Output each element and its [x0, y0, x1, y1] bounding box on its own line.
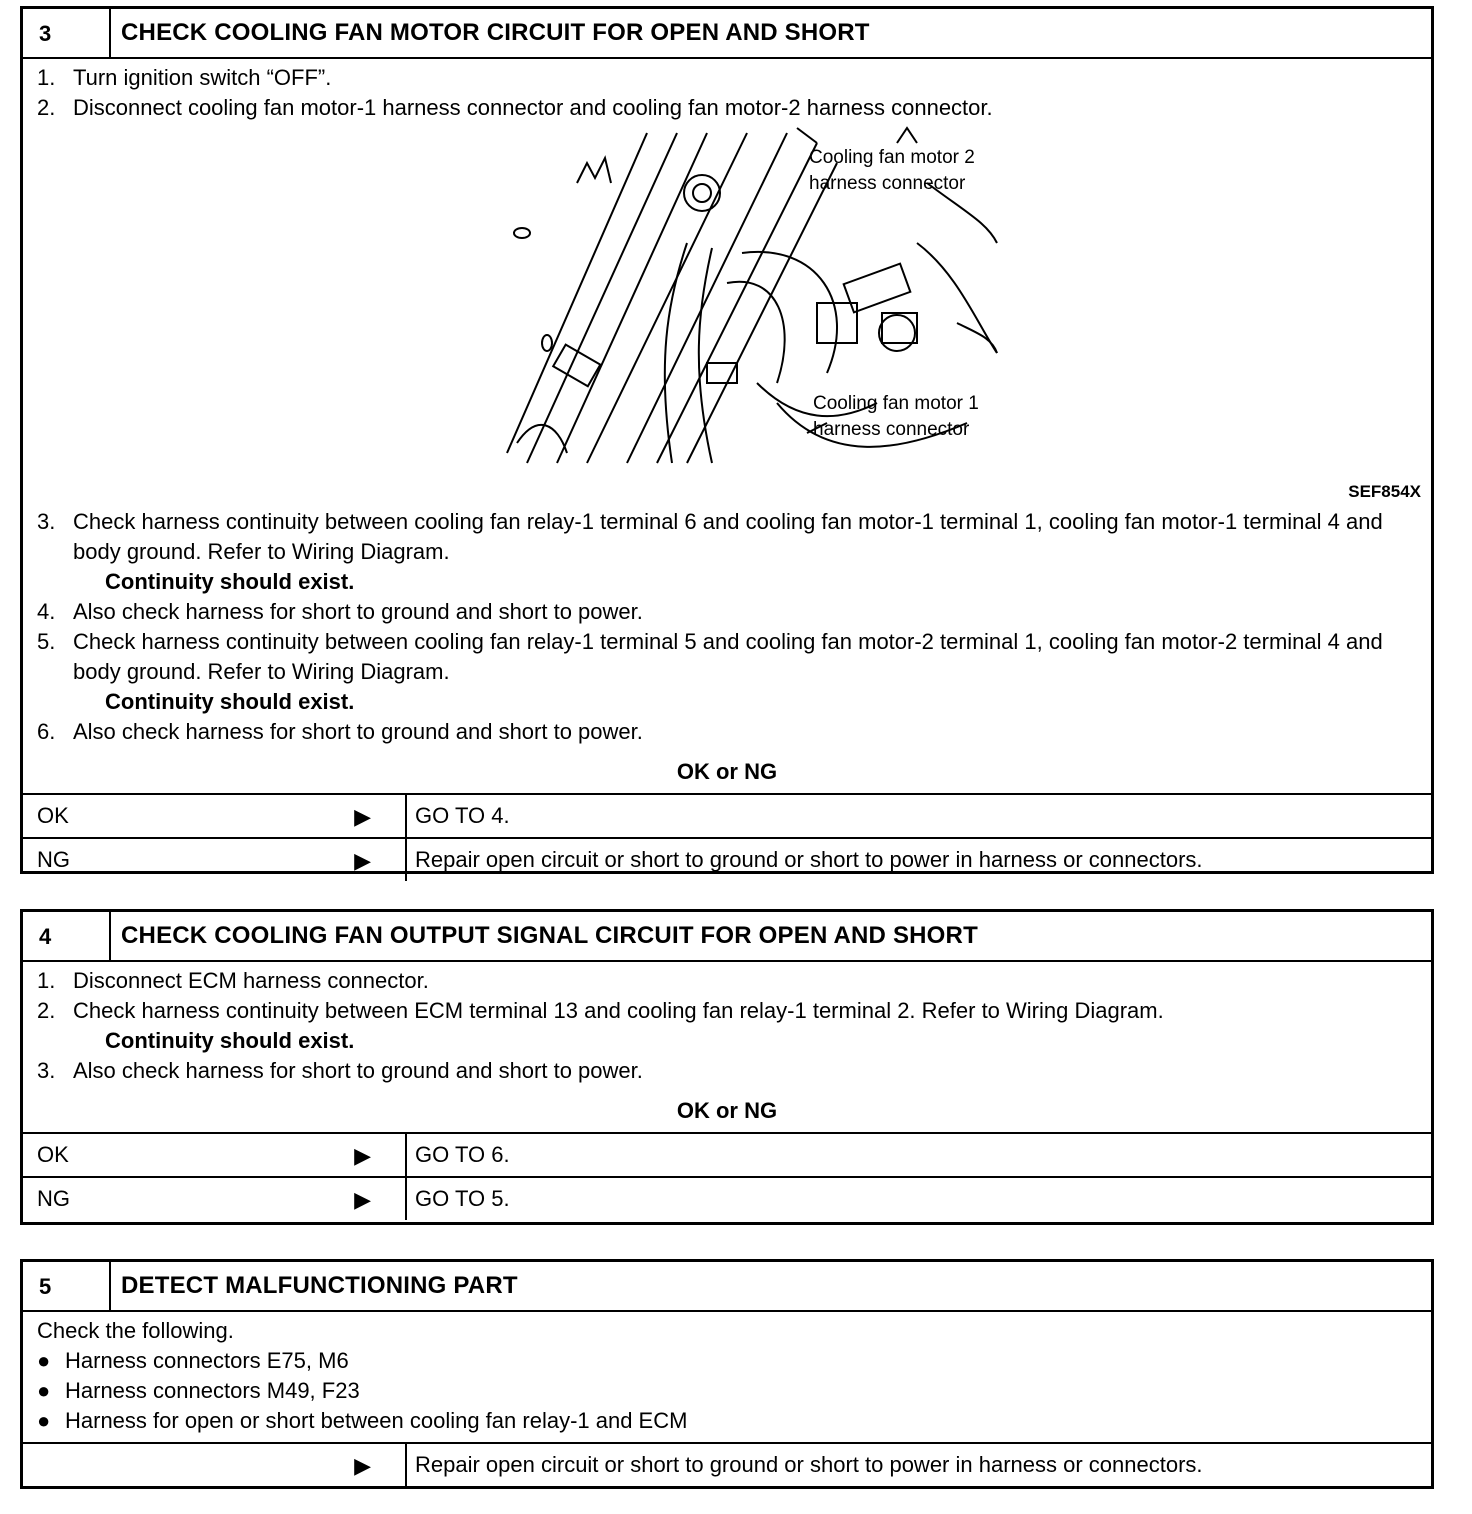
callout-text: Cooling fan motor 2: [809, 147, 975, 168]
continuity-note: Continuity should exist.: [105, 1028, 355, 1053]
check-item-text: Harness for open or short between cooling fan relay-1 and ECM: [65, 1408, 688, 1433]
result-action: GO TO 5.: [415, 1186, 510, 1211]
step-number: 3: [23, 9, 111, 57]
instruction-item: [37, 507, 1417, 567]
result-row-ng: [23, 839, 1431, 881]
callout-text: Cooling fan motor 1: [813, 393, 979, 414]
instruction-text: Also check harness for short to ground and short to power.: [73, 599, 643, 624]
result-row-ok: [23, 1134, 1431, 1178]
bullet-icon: ●: [37, 1348, 51, 1373]
result-row-ng: [23, 1178, 1431, 1220]
step-body: [23, 1312, 1431, 1444]
instruction-number: 1.: [37, 65, 56, 90]
instruction-text: Turn ignition switch “OFF”.: [73, 65, 332, 90]
instruction-item: [37, 93, 1417, 123]
result-action: Repair open circuit or short to ground or short to power in harness or connectors.: [415, 847, 1203, 872]
arrow-right-icon: ▶: [354, 848, 371, 873]
check-item-text: Harness connectors M49, F23: [65, 1378, 360, 1403]
arrow-right-icon: ▶: [354, 1453, 371, 1478]
instruction-text: Also check harness for short to ground and short to power.: [73, 1058, 643, 1083]
continuity-note: Continuity should exist.: [105, 569, 355, 594]
check-item: [37, 1406, 1417, 1436]
instruction-item: [37, 966, 1417, 996]
result-row-ok: [23, 795, 1431, 839]
step-title: CHECK COOLING FAN OUTPUT SIGNAL CIRCUIT FOR OPEN AND SHORT: [121, 922, 978, 949]
result-label: OK: [37, 803, 69, 828]
step-block-5: [20, 1259, 1434, 1489]
instruction-item: [37, 1056, 1417, 1086]
instruction-number: 3.: [37, 1058, 56, 1083]
instruction-item: [37, 627, 1417, 687]
bullet-icon: ●: [37, 1378, 51, 1403]
step-title: DETECT MALFUNCTIONING PART: [121, 1272, 518, 1299]
callout-text: harness connector: [809, 173, 966, 194]
continuity-note: Continuity should exist.: [105, 689, 355, 714]
check-intro: Check the following.: [37, 1318, 234, 1343]
step-header: [23, 9, 1431, 59]
figure-code: SEF854X: [1348, 482, 1421, 501]
instruction-number: 4.: [37, 599, 56, 624]
check-item: [37, 1376, 1417, 1406]
callout-motor-2: [809, 145, 975, 197]
check-item: [37, 1346, 1417, 1376]
step-block-4: [20, 909, 1434, 1225]
step-header: [23, 912, 1431, 962]
instruction-text: Disconnect cooling fan motor-1 harness connector and cooling fan motor-2 harness connector.: [73, 95, 993, 120]
result-action: GO TO 4.: [415, 803, 510, 828]
instruction-text: Check harness continuity between cooling fan relay-1 terminal 6 and cooling fan motor-1 terminal 1, cooling fan motor-1 terminal 4 and body ground. Refer to Wiring Diagram.: [73, 509, 1383, 564]
step-number: 5: [23, 1262, 111, 1310]
result-row: [23, 1444, 1431, 1486]
step-number: 4: [23, 912, 111, 960]
instruction-text: Also check harness for short to ground and short to power.: [73, 719, 643, 744]
result-label: NG: [37, 847, 70, 872]
instruction-number: 6.: [37, 719, 56, 744]
step-header: [23, 1262, 1431, 1312]
callout-motor-1: [813, 391, 979, 443]
ok-or-ng-heading: OK or NG: [23, 747, 1431, 795]
instruction-number: 3.: [37, 509, 56, 534]
step-body: [23, 59, 1431, 747]
instruction-text: Check harness continuity between cooling fan relay-1 terminal 5 and cooling fan motor-2 terminal 1, cooling fan motor-2 terminal 4 and body ground. Refer to Wiring Diagram.: [73, 629, 1383, 684]
instruction-text: Disconnect ECM harness connector.: [73, 968, 429, 993]
step-title: CHECK COOLING FAN MOTOR CIRCUIT FOR OPEN AND SHORT: [121, 19, 870, 46]
engine-bay-illustration: [37, 123, 1421, 507]
result-label: OK: [37, 1142, 69, 1167]
instruction-item: [37, 597, 1417, 627]
arrow-right-icon: ▶: [354, 804, 371, 829]
result-label: NG: [37, 1186, 70, 1211]
arrow-right-icon: ▶: [354, 1187, 371, 1212]
step-body: [23, 962, 1431, 1086]
instruction-number: 1.: [37, 968, 56, 993]
arrow-right-icon: ▶: [354, 1143, 371, 1168]
instruction-text: Check harness continuity between ECM terminal 13 and cooling fan relay-1 terminal 2. Refer to Wiring Diagram.: [73, 998, 1164, 1023]
step-block-3: [20, 6, 1434, 874]
instruction-number: 2.: [37, 998, 56, 1023]
instruction-item: [37, 717, 1417, 747]
result-action: Repair open circuit or short to ground or short to power in harness or connectors.: [415, 1452, 1203, 1477]
instruction-item: [37, 63, 1417, 93]
instruction-number: 5.: [37, 629, 56, 654]
check-item-text: Harness connectors E75, M6: [65, 1348, 349, 1373]
bullet-icon: ●: [37, 1408, 51, 1433]
ok-or-ng-heading: OK or NG: [23, 1086, 1431, 1134]
result-action: GO TO 6.: [415, 1142, 510, 1167]
instruction-item: [37, 996, 1417, 1026]
instruction-number: 2.: [37, 95, 56, 120]
callout-text: harness connector: [813, 419, 970, 440]
